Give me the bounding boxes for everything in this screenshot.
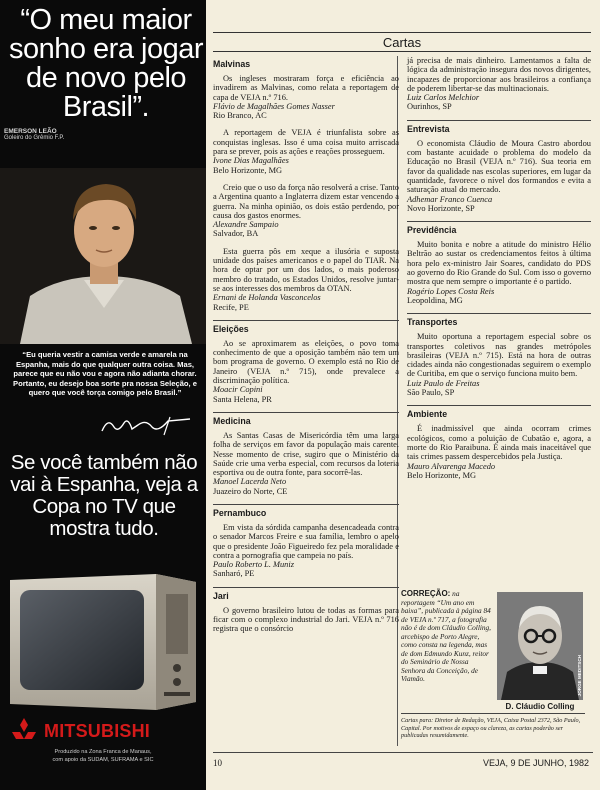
left-column bbox=[213, 56, 399, 634]
letter-body: É inadmissível que ainda ocorram crimes ecológicos, como a poluição de Cubatão e, agora, a morte do Rio Paraibuna. É ainda mais inaceitável que tais crimes passem despercebidos pela Justiça. bbox=[407, 424, 591, 462]
page-number: 10 bbox=[213, 758, 222, 768]
section-eleicoes bbox=[213, 320, 399, 404]
footnote-line-2: com apoio da SUDAM, SUFRAMA e SIC bbox=[52, 757, 154, 763]
letter-city: Santa Helena, PR bbox=[213, 394, 272, 404]
right-column bbox=[407, 56, 591, 488]
photo-credit: JORGE MEDITSCH bbox=[577, 654, 582, 696]
ad-portrait-photo bbox=[0, 168, 206, 344]
brand-logo bbox=[8, 718, 204, 742]
letter-city: Rio Branco, AC bbox=[213, 111, 267, 121]
letter-city: São Paulo, SP bbox=[407, 388, 455, 398]
letter-author: Manoel Lacerda Neto bbox=[213, 477, 287, 487]
letter bbox=[213, 128, 399, 174]
section-heading: Malvinas bbox=[213, 59, 251, 69]
section-heading: Ambiente bbox=[407, 409, 448, 420]
letter bbox=[407, 332, 591, 397]
letter-author: Adhemar Franco Cuenca bbox=[407, 194, 493, 204]
letter-city: Salvador, BA bbox=[213, 229, 259, 239]
letter-author: Rogério Lopes Costa Reis bbox=[407, 286, 495, 296]
section-heading: Eleições bbox=[213, 323, 249, 334]
section-transportes bbox=[407, 313, 591, 397]
section-pernambuco bbox=[213, 504, 399, 579]
section-heading: Entrevista bbox=[407, 123, 450, 134]
section-entrevista bbox=[407, 120, 591, 213]
letter-author: Flávio de Magalhães Gomes Nasser bbox=[213, 101, 335, 111]
letter-author: Alexandre Sampaio bbox=[213, 220, 279, 230]
letter-city: Novo Horizonte, SP bbox=[407, 203, 475, 213]
letter-city: Belo Horizonte, MG bbox=[213, 165, 283, 175]
letter-body: O governo brasileiro lutou de todas as formas para ficar com o complexo industrial do Jari. VEJA n.º 716 registra que o consórcio bbox=[213, 605, 399, 634]
letter-city: Belo Horizonte, MG bbox=[407, 470, 477, 480]
ad-quote: “Eu queria vestir a camisa verde e amarela na Espanha, mais do que qualquer outra coisa. Mas, parece que eu não vou e agora não adianta chorar. Portanto, eu desejo boa sorte pra nossa Seleção, e quero que você torça comigo pelo Brasil.” bbox=[13, 350, 197, 398]
section-heading: Jari bbox=[213, 590, 229, 601]
letter-body: O economista Cláudio de Moura Castro abordou com bastante acuidade o problema do modelo da Educação no Brasil (VEJA n.º 716). Sua teoria em favor da qualidade nas escolas superiores, em lugar da quantidade, favorece o nível dos formandos e evita a saturação atual do mercado. bbox=[407, 138, 591, 195]
television-icon bbox=[6, 572, 202, 712]
portrait-photo bbox=[497, 592, 583, 700]
page-footer bbox=[213, 752, 593, 768]
ad-footnote bbox=[4, 748, 202, 764]
section-heading: Pernambuco bbox=[213, 507, 267, 518]
letter bbox=[213, 339, 399, 404]
letter-body: Muito oportuna a reportagem especial sobre os transportes coletivos nas grandes metrópoles brasileiras (VEJA n.º 715). Está na hora de outras cidades ainda não congestionadas seguirem o exemplo de Curitiba, em que o serviço funciona muito bem. bbox=[407, 332, 591, 379]
correction-text bbox=[401, 590, 493, 684]
photo-caption: D. Cláudio Colling bbox=[505, 702, 575, 711]
letter-body: Esta guerra pôs em xeque a ilusória e suposta unidade dos países americanos e o papel do TIAR. Na hora de optar por um dos lados, o mais poderoso membro do tratado, os Estados Unidos, resolve juntar-se aos interesses dos membros da OTAN. bbox=[213, 246, 399, 293]
letter-author: Luiz Paulo de Freitas bbox=[407, 378, 480, 388]
issue-date: VEJA, 9 DE JUNHO, 1982 bbox=[482, 758, 589, 768]
section-title: Cartas bbox=[213, 32, 591, 52]
letter-author: Paulo Roberto L. Muniz bbox=[213, 560, 294, 570]
letter-city: Sanharó, PE bbox=[213, 569, 255, 579]
letter-city: Recife, PE bbox=[213, 302, 249, 312]
letter-body: As Santas Casas de Misericórdia têm uma larga folha de serviços em favor da população mais carente. Nesse momento de crise, sugiro que o Ministério da Saúde crie uma verba especial, com recursos da loteria esportiva ou de outra fonte, para socorrê-las. bbox=[213, 430, 399, 478]
ad-subheadline: Se você também não vai à Espanha, veja a Copa no TV que mostra tudo. bbox=[10, 451, 198, 540]
letter bbox=[407, 139, 591, 213]
section-malvinas bbox=[213, 56, 399, 312]
letter-author: Ivone Dias Magalhães bbox=[213, 156, 289, 166]
letter bbox=[213, 183, 399, 239]
letter-continued bbox=[407, 56, 591, 112]
section-heading: Transportes bbox=[407, 317, 458, 328]
caption-role: Goleiro do Grêmio F.P. bbox=[4, 135, 65, 141]
letter-body: já precisa de mais dinheiro. Lamentamos a falta de lógica da administração insegura dos novos dirigentes, incapazes de proporcionar aos brasileiros a confiança de poderem libertar-se das multinacionais. bbox=[407, 56, 591, 93]
letter bbox=[407, 424, 591, 480]
brand-name: MITSUBISHI bbox=[44, 721, 151, 741]
section-jari bbox=[213, 587, 399, 634]
letter-city: Leopoldina, MG bbox=[407, 295, 463, 305]
section-medicina bbox=[213, 412, 399, 496]
letter bbox=[213, 247, 399, 312]
section-ambiente bbox=[407, 405, 591, 480]
letter-body: Muito bonita e nobre a atitude do ministro Hélio Beltrão ao sustar os credenciamentos feitos à última hora pelo ex-ministro Jair Soares, candidato do PDS ao governo do Rio Grande do Sul. Com isso o governo mostra que nem sempre o importante é o partido. bbox=[407, 240, 592, 287]
letters-page bbox=[207, 0, 600, 790]
letter-body: Em vista da sórdida campanha desencadeada contra o senador Marcos Freire e sua família, lembro o apelo que o presidente João Figueiredo fez pela moralidade e contra a pornografia que campeia no país. bbox=[213, 522, 399, 560]
ad-photo-caption bbox=[4, 128, 74, 142]
caption-name: EMERSON LEÃO bbox=[4, 128, 57, 135]
mitsubishi-diamonds-icon bbox=[8, 718, 40, 742]
goalkeeper-portrait-illustration bbox=[0, 168, 206, 344]
letter-body: Os ingleses mostraram força e eficiência ao invadirem as Malvinas, como relata a reportagem de capa de VEJA n.º 716. bbox=[213, 74, 399, 102]
letter-city: Juazeiro do Norte, CE bbox=[213, 486, 288, 496]
letter bbox=[213, 523, 399, 579]
letter-body: Creio que o uso da força não resolverá a crise. Tanto a Argentina quanto a Inglaterra dizem estar vencendo a guerra. Na minha opinião, os dois estão perdendo, por causa dos gastos enormes. bbox=[213, 182, 399, 220]
correction-label: CORREÇÃO: bbox=[401, 589, 451, 598]
letter bbox=[407, 240, 591, 305]
letter bbox=[213, 431, 399, 496]
mailing-address-note: Cartas para: Diretor de Redação, VEJA, Caixa Postal 2372, São Paulo, Capital. Por motivos de espaço ou clareza, as cartas poderão ser publicadas resumidamente. bbox=[401, 713, 585, 740]
correction-body: na reportagem “Um ano em baixa”, publicada à página 84 de VEJA n.º 717, a fotografia não é de dom Cláudio Colling, arcebispo de Porto Alegre, como consta na legenda, mas de dom Edmundo Kunz, reitor do Seminário de Nossa Senhora da Conceição, de Viamão. bbox=[401, 589, 491, 683]
section-previdencia bbox=[407, 221, 591, 305]
section-heading: Previdência bbox=[407, 225, 457, 236]
mitsubishi-advertisement bbox=[0, 0, 206, 790]
letter-author: Moacir Copini bbox=[213, 385, 263, 395]
letter-body: Ao se aproximarem as eleições, o povo toma conhecimento de que a oposição também não tem um bom programa de governo. O exemplo está no Rio de Janeiro (VEJA n.º 715), onde prevalece a discriminação política. bbox=[213, 338, 399, 386]
letter-author: Ernani de Holanda Vasconcelos bbox=[213, 293, 321, 303]
footnote-line-1: Produzido na Zona Franca de Manaus, bbox=[54, 749, 152, 755]
letter-body: A reportagem de VEJA é triunfalista sobre as conquistas inglesas. Isso é uma coisa muito arriscada para se prever, pois as ações e reações prosseguem. bbox=[213, 128, 399, 157]
ad-headline: “O meu maior sonho era jogar de novo pelo Brasil”. bbox=[8, 4, 204, 123]
signature-icon bbox=[98, 413, 194, 437]
letter-city: Ourinhos, SP bbox=[407, 102, 452, 112]
section-heading: Medicina bbox=[213, 415, 251, 426]
bishop-portrait-illustration bbox=[497, 592, 583, 700]
letter bbox=[213, 74, 399, 120]
letter-author: Mauro Alvarenga Macedo bbox=[407, 461, 496, 471]
letter-author: Luiz Carlos Melchior bbox=[407, 93, 480, 103]
